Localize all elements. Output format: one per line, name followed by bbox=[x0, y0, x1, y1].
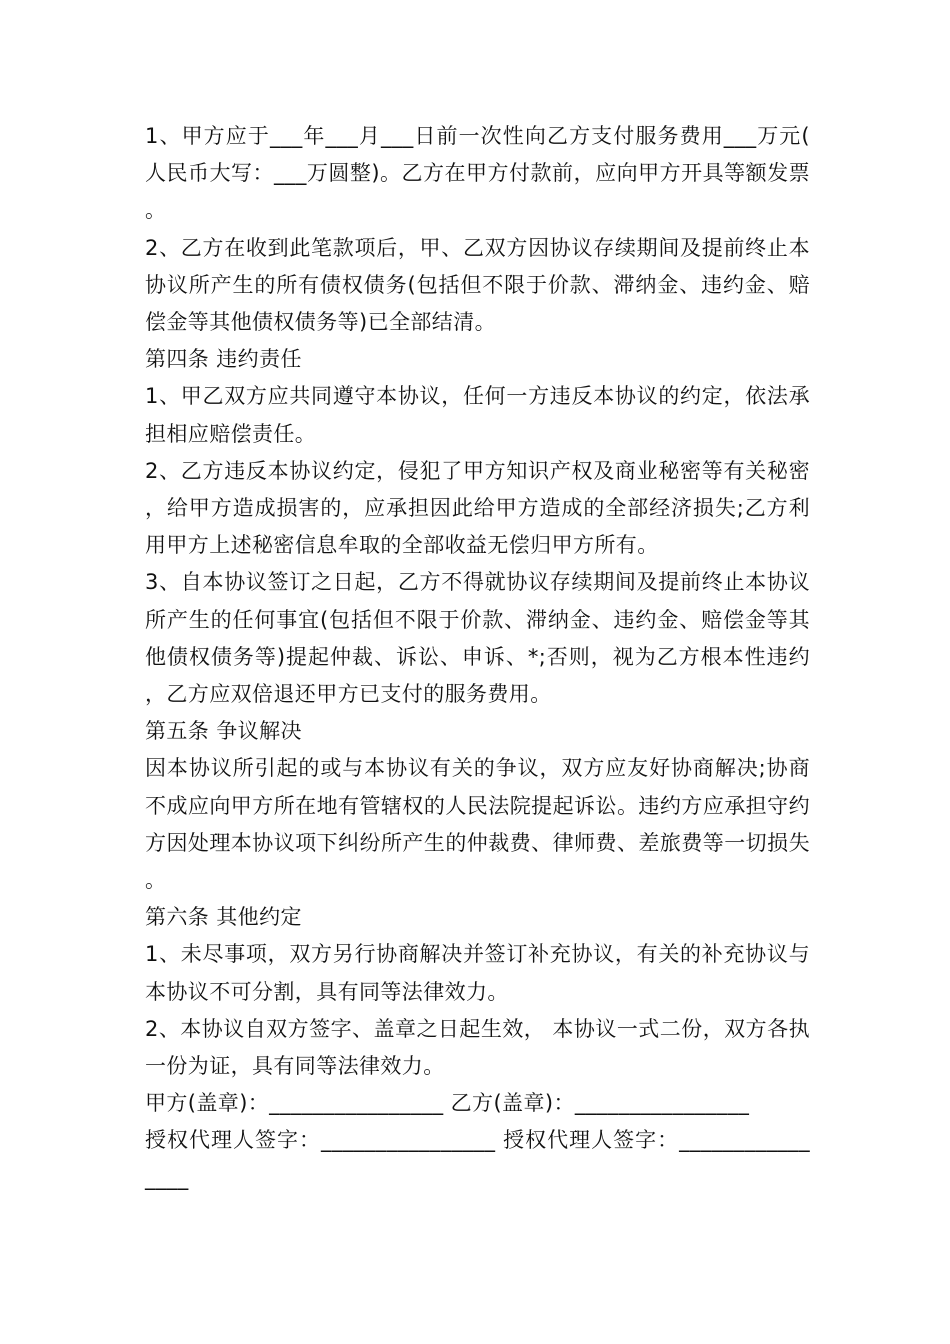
clause-4-item-1: 1、甲乙双方应共同遵守本协议，任何一方违反本协议的约定，依法承担相应赔偿责任。 bbox=[145, 384, 810, 446]
clause-3-item-1: 1、甲方应于___年___月___日前一次性向乙方支付服务费用___万元(人民币大写：___万圆整)。乙方在甲方付款前，应向甲方开具等额发票。 bbox=[145, 124, 810, 223]
signature-line-agent: 授权代理人签字：________________ 授权代理人签字：________________ bbox=[145, 1128, 810, 1190]
clause-3-item-2: 2、乙方在收到此笔款项后，甲、乙双方因协议存续期间及提前终止本协议所产生的所有债权债务(包括但不限于价款、滞纳金、违约金、赔偿金等其他债权债务等)已全部结清。 bbox=[145, 235, 810, 335]
clause-4-item-3: 3、自本协议签订之日起，乙方不得就协议存续期间及提前终止本协议所产生的任何事宜(包括但不限于价款、滞纳金、违约金、赔偿金等其他债权债务等)提起仲裁、诉讼、申诉、*;否则，视为乙方根本性违约，乙方应双倍退还甲方已支付的服务费用。 bbox=[145, 570, 810, 707]
clause-6-item-2: 2、本协议自双方签字、盖章之日起生效， 本协议一式二份，双方各执一份为证，具有同等法律效力。 bbox=[145, 1016, 810, 1079]
section-heading-dispute: 第五条 争议解决 bbox=[145, 719, 302, 744]
section-heading-other: 第六条 其他约定 bbox=[145, 905, 302, 930]
clause-6-item-1: 1、未尽事项，双方另行协商解决并签订补充协议，有关的补充协议与本协议不可分割，具有同等法律效力。 bbox=[145, 942, 810, 1004]
section-heading-breach: 第四条 违约责任 bbox=[145, 347, 302, 372]
document-page bbox=[145, 118, 810, 1197]
signature-line-seal: 甲方(盖章)：________________ 乙方(盖章)：________________ bbox=[145, 1091, 750, 1116]
clause-5-body: 因本协议所引起的或与本协议有关的争议，双方应友好协商解决;协商不成应向甲方所在地有管辖权的人民法院提起诉讼。违约方应承担守约方因处理本协议项下纠纷所产生的仲裁费、律师费、差旅费等一切损失。 bbox=[145, 756, 810, 893]
clause-4-item-2: 2、乙方违反本协议约定，侵犯了甲方知识产权及商业秘密等有关秘密，给甲方造成损害的，应承担因此给甲方造成的全部经济损失;乙方利用甲方上述秘密信息牟取的全部收益无偿归甲方所有。 bbox=[145, 458, 810, 558]
